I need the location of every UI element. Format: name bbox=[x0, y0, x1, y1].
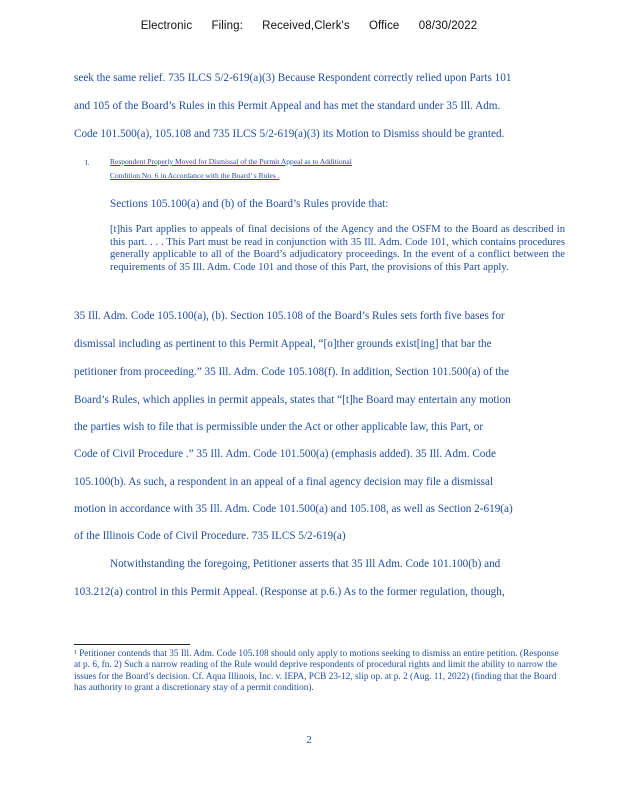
body-line: and 105 of the Board’s Rules in this Permit Appeal and has met the standard under 35 Ill. Adm. bbox=[74, 100, 501, 112]
header-electronic: Electronic bbox=[140, 20, 193, 32]
intro-line: Sections 105.100(a) and (b) of the Board’s Rules provide that: bbox=[110, 198, 389, 210]
header-date: 08/30/2022 bbox=[418, 20, 478, 32]
para2-line: Notwithstanding the foregoing, Petitioner asserts that 35 Ill Adm. Code 101.100(b) and bbox=[110, 558, 501, 570]
filing-header bbox=[0, 20, 618, 32]
section-title-line1: Respondent Properly Moved for Dismissal of the Permit Appeal as to Additional bbox=[110, 157, 352, 166]
body-line: 105.100(b). As such, a respondent in an appeal of a final agency decision may file a dismissal bbox=[74, 476, 494, 488]
header-received: Received,Clerk's bbox=[262, 20, 350, 32]
header-filing: Filing: bbox=[211, 20, 243, 32]
footnote: ¹ Petitioner contends that 35 Ill. Adm. Code 105.108 should only apply to motions seeking to dismiss an entire petition. (Response at p. 6, fn. 2) Such a narrow reading of the Rule would deprive respondents of procedural rights and limit the ability to narrow the issues for the Board’s decision. Cf. Aqua Illinois, Inc. v. IEPA, PCB 23-12, slip op. at p. 2 (Aug. 11, 2022) (finding that the Board has authority to grant a discretionary stay of a permit condition). bbox=[74, 649, 559, 694]
body-line: the parties wish to file that is permissible under the Act or other applicable law, this Part, or bbox=[74, 421, 484, 433]
section-title-line2: Condition No. 6 in Accordance with the Board’ s Rules . bbox=[110, 171, 280, 180]
body-line: Code of Civil Procedure .” 35 Ill. Adm. Code 101.500(a) (emphasis added). 35 Ill. Adm. Code bbox=[74, 448, 496, 460]
header-office: Office bbox=[369, 20, 400, 32]
body-line: 35 Ill. Adm. Code 105.100(a), (b). Section 105.108 of the Board’s Rules sets forth five bases for bbox=[74, 310, 505, 322]
body-line: Board’s Rules, which applies in permit appeals, states that “[t]he Board may entertain any motion bbox=[74, 394, 511, 406]
footnote-separator bbox=[74, 644, 190, 645]
block-quote: [t]his Part applies to appeals of final decisions of the Agency and the OSFM to the Board as described in this part. . . . This Part must be read in conjunction with 35 Ill. Adm. Code 101, which contains procedures generally applicable to all of the Board’s adjudicatory proceedings. In the event of a conflict between the requirements of 35 Ill. Adm. Code 101 and those of this Part, the provisions of this Part apply. bbox=[110, 224, 565, 273]
page-number: 2 bbox=[306, 734, 312, 746]
body-line: Code 101.500(a), 105.108 and 735 ILCS 5/2-619(a)(3) its Motion to Dismiss should be granted. bbox=[74, 128, 505, 140]
body-line: motion in accordance with 35 Ill. Adm. Code 101.500(a) and 105.108, as well as Section 2-619(a) bbox=[74, 503, 513, 515]
body-line: seek the same relief. 735 ILCS 5/2-619(a)(3) Because Respondent correctly relied upon Parts 101 bbox=[74, 72, 512, 84]
body-line: petitioner from proceeding.” 35 Ill. Adm. Code 105.108(f). In addition, Section 101.500(a) of the bbox=[74, 366, 509, 378]
section-number: I. bbox=[85, 158, 90, 167]
body-line: dismissal including as pertinent to this Permit Appeal, “[o]ther grounds exist[ing] that bar the bbox=[74, 338, 492, 350]
body-line: of the Illinois Code of Civil Procedure. 735 ILCS 5/2-619(a) bbox=[74, 530, 346, 542]
para2-line: 103.212(a) control in this Permit Appeal. (Response at p.6.) As to the former regulation, though, bbox=[74, 586, 505, 598]
